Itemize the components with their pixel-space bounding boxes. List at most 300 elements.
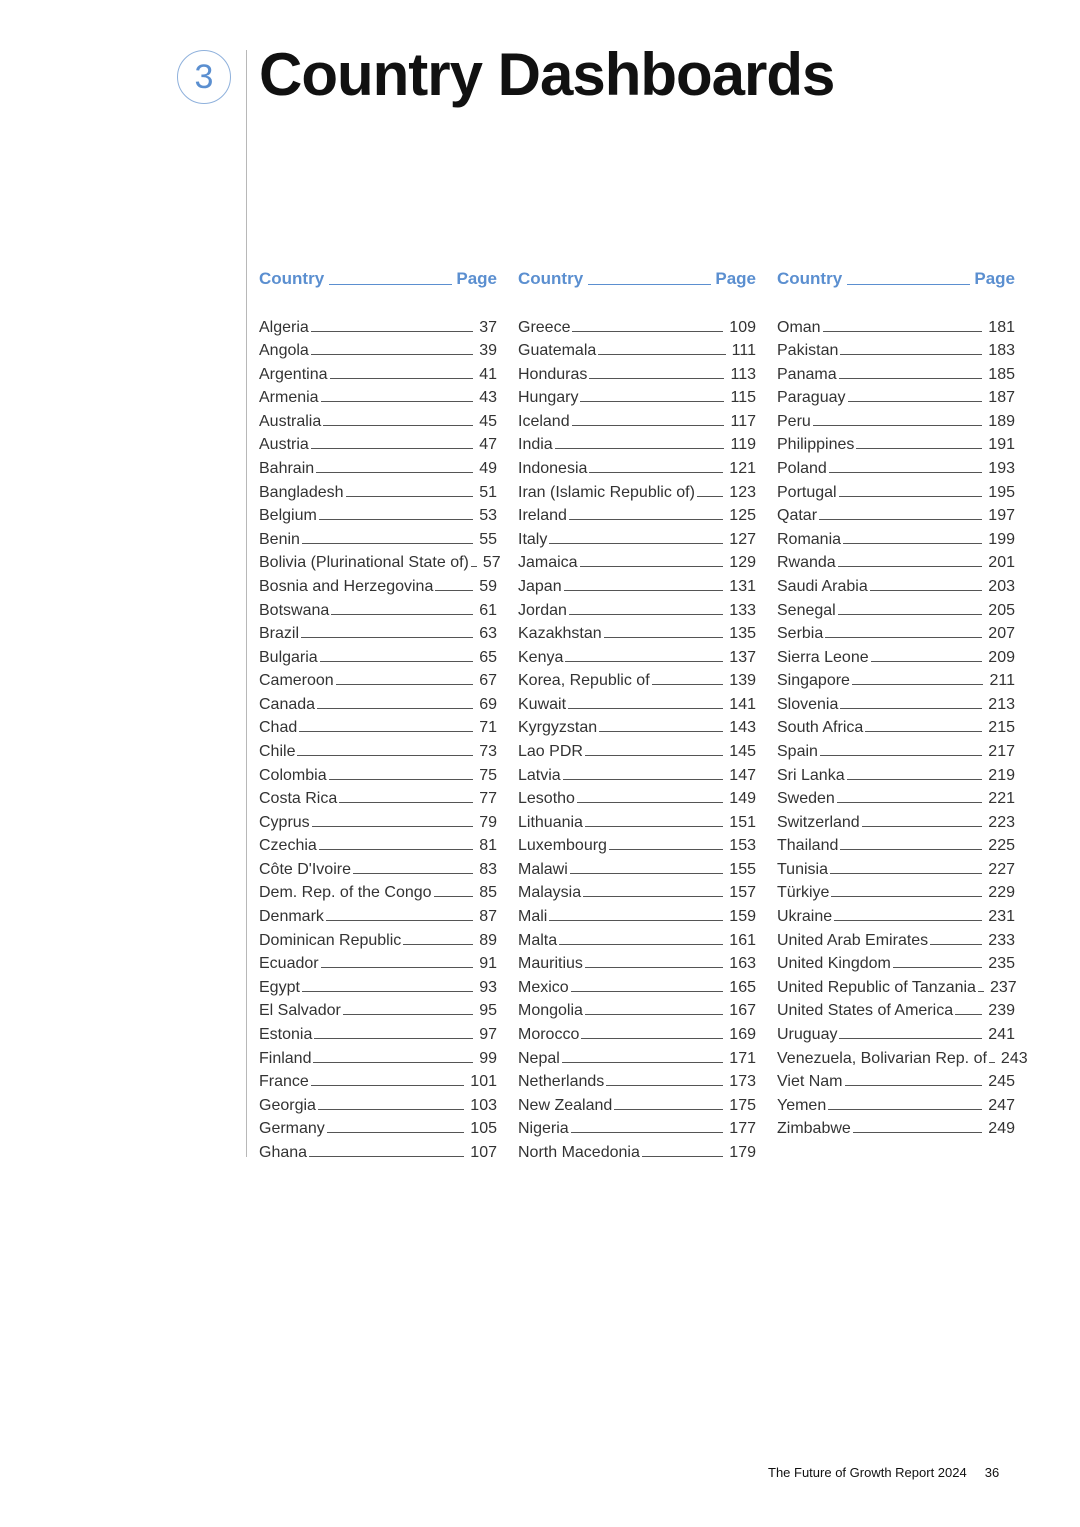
leader-line <box>848 401 983 402</box>
page-ref: 227 <box>988 860 1015 878</box>
country-name: Czechia <box>259 837 317 855</box>
page-ref: 157 <box>729 884 756 902</box>
country-entry[interactable] <box>777 620 1015 644</box>
country-name: Belgium <box>259 507 317 525</box>
country-entry[interactable] <box>518 690 756 714</box>
leader-line <box>606 1085 723 1086</box>
country-name: United States of America <box>777 1002 954 1020</box>
country-list <box>259 313 501 1162</box>
leader-line <box>562 1062 723 1063</box>
page-ref: 91 <box>479 955 497 973</box>
country-entry[interactable] <box>518 761 756 785</box>
leader-line <box>301 637 473 638</box>
country-entry[interactable] <box>259 1020 497 1044</box>
country-entry[interactable] <box>259 454 497 478</box>
country-entry[interactable] <box>518 714 756 738</box>
country-entry[interactable] <box>777 690 1015 714</box>
page-ref: 145 <box>729 742 756 760</box>
country-name: El Salvador <box>259 1002 341 1020</box>
country-name: Chad <box>259 719 298 737</box>
country-entry[interactable] <box>777 643 1015 667</box>
country-entry[interactable] <box>518 997 756 1021</box>
leader-line <box>893 967 982 968</box>
country-entry[interactable] <box>518 643 756 667</box>
page-ref: 65 <box>479 648 497 666</box>
leader-line <box>571 991 724 992</box>
leader-line <box>569 519 723 520</box>
country-entry[interactable] <box>259 337 497 361</box>
leader-line <box>330 378 474 379</box>
leader-line <box>837 802 982 803</box>
country-column-3 <box>777 265 1028 1138</box>
country-entry[interactable] <box>518 549 756 573</box>
country-name: Uruguay <box>777 1025 838 1043</box>
country-entry[interactable] <box>777 502 1015 526</box>
page-ref: 167 <box>729 1002 756 1020</box>
country-entry[interactable] <box>777 950 1015 974</box>
country-name: Pakistan <box>777 342 839 360</box>
country-entry[interactable] <box>518 360 756 384</box>
country-list <box>777 313 1028 1138</box>
country-entry[interactable] <box>777 926 1015 950</box>
page-ref: 165 <box>729 978 756 996</box>
page-ref: 85 <box>479 884 497 902</box>
leader-line <box>312 826 474 827</box>
country-entry[interactable] <box>259 549 501 573</box>
page-ref: 239 <box>988 1002 1015 1020</box>
page-ref: 215 <box>988 719 1015 737</box>
country-name: Romania <box>777 530 842 548</box>
country-entry[interactable] <box>777 737 1015 761</box>
leader-line <box>326 920 473 921</box>
leader-line <box>568 708 723 709</box>
country-entry[interactable] <box>777 1091 1015 1115</box>
page-ref: 175 <box>729 1096 756 1114</box>
leader-line <box>343 1014 473 1015</box>
country-name: Switzerland <box>777 813 860 831</box>
country-name: Estonia <box>259 1025 313 1043</box>
country-name: Mauritius <box>518 955 583 973</box>
country-entry[interactable] <box>777 1020 1015 1044</box>
country-name: Portugal <box>777 483 837 501</box>
country-name: Singapore <box>777 672 850 690</box>
leader-line <box>865 731 982 732</box>
country-name: Jamaica <box>518 554 578 572</box>
country-name: Georgia <box>259 1096 316 1114</box>
page-ref: 125 <box>729 507 756 525</box>
leader-line <box>569 614 723 615</box>
leader-line <box>838 566 983 567</box>
country-entry[interactable] <box>518 902 756 926</box>
country-entry[interactable] <box>777 714 1015 738</box>
page-ref: 113 <box>730 365 756 383</box>
country-entry[interactable] <box>259 832 497 856</box>
leader-line <box>319 849 473 850</box>
page-ref: 169 <box>729 1025 756 1043</box>
country-entry[interactable] <box>259 1068 497 1092</box>
country-name: Netherlands <box>518 1073 605 1091</box>
country-name: Côte D'Ivoire <box>259 860 351 878</box>
leader-line <box>599 731 723 732</box>
country-entry[interactable] <box>259 407 497 431</box>
country-name: Germany <box>259 1120 325 1138</box>
country-entry[interactable] <box>259 808 497 832</box>
country-entry[interactable] <box>777 313 1015 337</box>
country-entry[interactable] <box>259 1138 497 1162</box>
leader-line <box>839 378 983 379</box>
leader-line <box>318 1109 464 1110</box>
country-entry[interactable] <box>518 1091 756 1115</box>
country-name: North Macedonia <box>518 1143 640 1161</box>
country-entry[interactable] <box>259 855 497 879</box>
country-entry[interactable] <box>777 384 1015 408</box>
country-entry[interactable] <box>259 572 497 596</box>
leader-line <box>589 378 724 379</box>
leader-line <box>559 944 723 945</box>
country-name: Bulgaria <box>259 648 318 666</box>
country-entry[interactable] <box>259 997 497 1021</box>
country-entry[interactable] <box>518 502 756 526</box>
country-name: United Arab Emirates <box>777 931 929 949</box>
page-ref: 77 <box>479 790 497 808</box>
country-entry[interactable] <box>518 337 756 361</box>
country-entry[interactable] <box>777 855 1015 879</box>
country-name: Mongolia <box>518 1002 583 1020</box>
leader-line <box>834 920 982 921</box>
leader-line <box>828 1109 982 1110</box>
country-name: Sierra Leone <box>777 648 869 666</box>
country-entry[interactable] <box>259 596 497 620</box>
country-entry[interactable] <box>259 714 497 738</box>
country-header: Country <box>518 269 584 288</box>
country-entry[interactable] <box>518 478 756 502</box>
leader-line <box>598 354 725 355</box>
country-entry[interactable] <box>518 407 756 431</box>
leader-line <box>581 1038 723 1039</box>
page-ref: 207 <box>988 625 1015 643</box>
country-entry[interactable] <box>518 313 756 337</box>
country-entry[interactable] <box>777 1115 1015 1139</box>
page-header: Page <box>456 269 497 288</box>
country-entry[interactable] <box>518 1068 756 1092</box>
page-ref: 231 <box>988 908 1015 926</box>
page-ref: 217 <box>988 742 1015 760</box>
country-entry[interactable] <box>777 667 1015 691</box>
page-ref: 43 <box>479 389 497 407</box>
country-name: Yemen <box>777 1096 827 1114</box>
country-name: Peru <box>777 412 811 430</box>
country-entry[interactable] <box>518 596 756 620</box>
country-entry[interactable] <box>518 525 756 549</box>
country-entry[interactable] <box>259 643 497 667</box>
leader-line <box>585 826 723 827</box>
country-entry[interactable] <box>777 832 1015 856</box>
country-name: Tunisia <box>777 860 828 878</box>
country-name: United Republic of Tanzania <box>777 978 976 996</box>
country-entry[interactable] <box>259 973 497 997</box>
leader-line <box>329 779 474 780</box>
country-name: Lesotho <box>518 790 575 808</box>
country-entry[interactable] <box>777 478 1015 502</box>
page-ref: 99 <box>479 1049 497 1067</box>
country-name: Kazakhstan <box>518 625 602 643</box>
country-name: Indonesia <box>518 460 588 478</box>
leader-line <box>317 708 473 709</box>
country-entry[interactable] <box>518 454 756 478</box>
country-name: Poland <box>777 460 827 478</box>
leader-line <box>336 684 474 685</box>
country-entry[interactable] <box>259 785 497 809</box>
page-ref: 221 <box>988 790 1015 808</box>
country-entry[interactable] <box>518 926 756 950</box>
page-ref: 143 <box>729 719 756 737</box>
leader-line <box>609 849 723 850</box>
page-ref: 37 <box>479 318 497 336</box>
page-ref: 141 <box>729 695 756 713</box>
leader-line <box>829 472 982 473</box>
leader-line <box>565 661 723 662</box>
country-entry[interactable] <box>259 478 497 502</box>
country-entry[interactable] <box>259 950 497 974</box>
country-name: India <box>518 436 553 454</box>
country-entry[interactable] <box>259 761 497 785</box>
leader-line <box>697 496 723 497</box>
country-name: Mexico <box>518 978 569 996</box>
country-name: Colombia <box>259 766 327 784</box>
country-list <box>518 313 756 1162</box>
page-ref: 89 <box>479 931 497 949</box>
country-entry[interactable] <box>259 620 497 644</box>
country-name: Dem. Rep. of the Congo <box>259 884 432 902</box>
country-entry[interactable] <box>777 431 1015 455</box>
country-name: Austria <box>259 436 309 454</box>
page-ref: 39 <box>479 342 497 360</box>
country-entry[interactable] <box>518 808 756 832</box>
leader-line <box>845 1085 983 1086</box>
country-entry[interactable] <box>518 1115 756 1139</box>
country-entry[interactable] <box>518 950 756 974</box>
leader-line <box>570 873 724 874</box>
country-entry[interactable] <box>777 1044 1028 1068</box>
page-ref: 247 <box>988 1096 1015 1114</box>
leader-line <box>316 472 473 473</box>
country-entry[interactable] <box>259 690 497 714</box>
leader-line <box>323 425 473 426</box>
country-entry[interactable] <box>518 832 756 856</box>
leader-line <box>862 826 983 827</box>
page-ref: 159 <box>729 908 756 926</box>
page-ref: 135 <box>729 625 756 643</box>
country-name: Türkiye <box>777 884 830 902</box>
country-entry[interactable] <box>518 384 756 408</box>
leader-line <box>572 425 725 426</box>
page-ref: 139 <box>729 672 756 690</box>
page-ref: 189 <box>988 412 1015 430</box>
page-ref: 205 <box>988 601 1015 619</box>
country-entry[interactable] <box>518 879 756 903</box>
country-entry[interactable] <box>777 525 1015 549</box>
page-ref: 49 <box>479 460 497 478</box>
page-ref: 147 <box>729 766 756 784</box>
country-entry[interactable] <box>518 973 756 997</box>
leader-line <box>978 991 984 992</box>
country-entry[interactable] <box>259 1091 497 1115</box>
country-entry[interactable] <box>777 549 1015 573</box>
page-ref: 211 <box>989 672 1015 690</box>
leader-line <box>580 566 724 567</box>
country-name: Latvia <box>518 766 561 784</box>
country-entry[interactable] <box>777 879 1015 903</box>
country-name: Malaysia <box>518 884 582 902</box>
country-name: Ireland <box>518 507 567 525</box>
country-entry[interactable] <box>259 879 497 903</box>
country-name: Oman <box>777 318 821 336</box>
country-name: Honduras <box>518 365 588 383</box>
country-name: Iceland <box>518 412 570 430</box>
country-header: Country <box>777 269 843 288</box>
page-ref: 123 <box>729 483 756 501</box>
leader-line <box>853 1132 982 1133</box>
leader-line <box>555 448 725 449</box>
country-entry[interactable] <box>518 1020 756 1044</box>
country-entry[interactable] <box>518 431 756 455</box>
country-entry[interactable] <box>259 384 497 408</box>
leader-line <box>830 873 982 874</box>
leader-line <box>838 614 983 615</box>
page-ref: 109 <box>729 318 756 336</box>
leader-line <box>549 920 723 921</box>
country-entry[interactable] <box>777 973 1015 997</box>
leader-line <box>955 1014 982 1015</box>
country-entry[interactable] <box>777 902 1015 926</box>
leader-line <box>825 637 982 638</box>
leader-line <box>843 543 982 544</box>
page-ref: 131 <box>729 577 756 595</box>
leader-line <box>930 944 982 945</box>
page-ref: 195 <box>988 483 1015 501</box>
page-ref: 117 <box>730 412 756 430</box>
page-ref: 237 <box>989 978 1017 996</box>
country-entry[interactable] <box>259 667 497 691</box>
country-entry[interactable] <box>518 620 756 644</box>
country-entry[interactable] <box>259 737 497 761</box>
country-name: New Zealand <box>518 1096 613 1114</box>
page-ref: 177 <box>729 1120 756 1138</box>
country-name: Mali <box>518 908 548 926</box>
country-entry[interactable] <box>259 431 497 455</box>
page-ref: 183 <box>988 342 1015 360</box>
country-name: Korea, Republic of <box>518 672 650 690</box>
leader-line <box>297 755 473 756</box>
country-entry[interactable] <box>259 926 497 950</box>
country-name: Saudi Arabia <box>777 577 868 595</box>
country-name: Iran (Islamic Republic of) <box>518 483 695 501</box>
country-name: Bolivia (Plurinational State of) <box>259 554 469 572</box>
leader-line <box>339 802 473 803</box>
country-name: Nepal <box>518 1049 560 1067</box>
page-header: Page <box>715 269 756 288</box>
vertical-divider <box>246 50 247 1157</box>
page-ref: 155 <box>729 860 756 878</box>
country-entry[interactable] <box>777 407 1015 431</box>
country-name: Benin <box>259 530 300 548</box>
leader-line <box>585 967 723 968</box>
country-entry[interactable] <box>777 785 1015 809</box>
leader-line <box>471 566 477 567</box>
page-ref: 93 <box>479 978 497 996</box>
leader-line <box>571 1132 724 1133</box>
country-entry[interactable] <box>259 1044 497 1068</box>
page-ref: 181 <box>988 318 1015 336</box>
country-entry[interactable] <box>777 596 1015 620</box>
leader-line <box>331 614 473 615</box>
country-entry[interactable] <box>518 785 756 809</box>
country-entry[interactable] <box>259 360 497 384</box>
country-entry[interactable] <box>777 761 1015 785</box>
country-column-2 <box>518 265 756 1162</box>
page-ref: 119 <box>730 436 756 454</box>
page-ref: 223 <box>988 813 1015 831</box>
column-header <box>518 265 756 289</box>
leader-line <box>589 472 723 473</box>
page-ref: 161 <box>729 931 756 949</box>
page-ref: 105 <box>470 1120 497 1138</box>
country-entry[interactable] <box>777 454 1015 478</box>
leader-line <box>820 755 982 756</box>
country-entry[interactable] <box>777 1068 1015 1092</box>
leader-line <box>840 849 982 850</box>
country-entry[interactable] <box>518 1138 756 1162</box>
leader-line <box>871 661 983 662</box>
country-entry[interactable] <box>777 997 1015 1021</box>
leader-line <box>614 1109 723 1110</box>
country-name: Canada <box>259 695 316 713</box>
country-entry[interactable] <box>518 572 756 596</box>
page-ref: 187 <box>988 389 1015 407</box>
country-entry[interactable] <box>518 855 756 879</box>
country-entry[interactable] <box>259 502 497 526</box>
page-ref: 103 <box>470 1096 497 1114</box>
country-entry[interactable] <box>259 525 497 549</box>
country-entry[interactable] <box>259 1115 497 1139</box>
country-name: Australia <box>259 412 322 430</box>
page-ref: 179 <box>729 1143 756 1161</box>
page-ref: 69 <box>479 695 497 713</box>
page-ref: 249 <box>988 1120 1015 1138</box>
country-entry[interactable] <box>518 667 756 691</box>
page-ref: 121 <box>729 460 756 478</box>
country-entry[interactable] <box>259 313 497 337</box>
country-entry[interactable] <box>777 572 1015 596</box>
page-number: 36 <box>984 1465 1000 1480</box>
country-entry[interactable] <box>259 902 497 926</box>
page-ref: 225 <box>988 837 1015 855</box>
page-ref: 149 <box>729 790 756 808</box>
country-entry[interactable] <box>777 337 1015 361</box>
section-number-badge: 3 <box>177 50 231 104</box>
country-entry[interactable] <box>518 1044 756 1068</box>
country-name: Lithuania <box>518 813 583 831</box>
leader-line <box>813 425 983 426</box>
page-ref: 41 <box>479 365 497 383</box>
page-ref: 201 <box>988 554 1015 572</box>
page-ref: 245 <box>988 1073 1015 1091</box>
country-entry[interactable] <box>518 737 756 761</box>
country-entry[interactable] <box>777 808 1015 832</box>
page-ref: 55 <box>479 530 497 548</box>
country-entry[interactable] <box>777 360 1015 384</box>
page-ref: 163 <box>729 955 756 973</box>
